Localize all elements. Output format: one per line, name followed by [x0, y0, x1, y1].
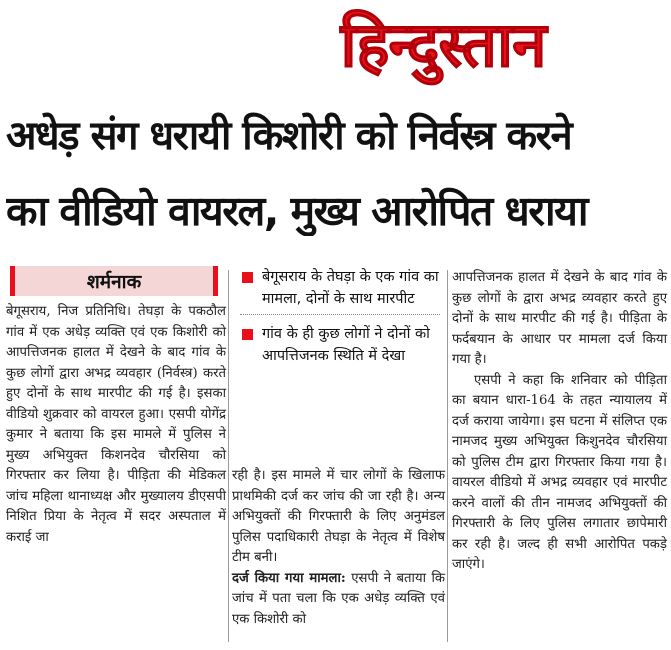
column-3-paragraph-2: एसपी ने कहा कि शनिवार को पीड़िता का बयान धारा-164 के तहत न्यायालय में दर्ज कराया जायेगा। इस घटना में संलिप्त एक नामजद मुख्य अभियुक्त किशुनदेव चौरसिया को पुलिस टीम द्वारा गिरफ्तार किया गया है। वायरल वीडियो में अभद्र व्यवहार एवं मारपीट करने वालों की तीन नामजद अभियुक्तों की गिरफ्तारी के लिए पुलिस लगातार छापेमारी कर रही है। जल्द ही सभी आरोपित पकड़े जाएंगे।	[452, 372, 667, 572]
highlight-item	[240, 323, 440, 367]
subheading-runin: दर्ज किया गया मामला:	[232, 570, 346, 586]
masthead-logo-text: हिन्दुस्तान	[340, 8, 546, 81]
headline-line-1: अधेड़ संग धरायी किशोरी को निर्वस्त्र करने	[6, 113, 572, 159]
square-bullet-icon	[242, 272, 253, 283]
highlight-text: बेगूसराय के तेघड़ा के एक गांव का मामला, दोनों के साथ मारपीट	[262, 269, 439, 307]
column-divider-1	[228, 270, 229, 642]
category-tag-label: शर्मनाक	[86, 271, 142, 293]
column-1-text: बेगूसराय, निज प्रतिनिधि। तेघड़ा के पकठौल गांव में एक अधेड़ व्यक्ति एवं एक किशोरी को आपत्तिजनक हालत में देखने के बाद गांव के कुछ लोगों द्वारा अभद्र व्यवहार (निर्वस्त्र) करते हुए दोनों के साथ मारपीट की गई है। इसका वीडियो शुक्रवार को वायरल हुआ। एसपी योगेंद्र कुमार ने बताया कि इस मामले में पुलिस ने मुख्य अभियुक्त किशनदेव चौरसिया को गिरफ्तार कर लिया है। पीड़िता की मेडिकल जांच महिला थानाध्यक्ष और मुख्यालय डीएसपी निशित प्रिया के नेतृत्व में सदर अस्पताल में कराई जा	[6, 304, 226, 545]
square-bullet-icon	[242, 329, 253, 340]
article-column-3	[452, 268, 667, 576]
column-3-paragraph: आपत्तिजनक हालत में देखने के बाद गांव के कुछ लोगों के द्वारा अभद्र व्यवहार करते हुए दोनों के साथ मारपीट की गई है। पीड़िता के फर्दबयान के आधार पर मामला दर्ज किया गया है।	[452, 270, 667, 367]
category-tag	[10, 266, 218, 296]
article-column-2	[232, 466, 445, 630]
highlight-divider	[240, 314, 440, 315]
highlights-box	[240, 266, 440, 371]
highlight-text: गांव के ही कुछ लोगों ने दोनों को आपत्तिजनक स्थिति में देखा	[262, 326, 430, 364]
column-2-paragraph-2	[232, 569, 445, 631]
column-2-paragraph: रही है। इस मामले में चार लोगों के खिलाफ प्राथमिकी दर्ज कर जांच की जा रही है। अन्य अभियुक्तों की गिरफ्तारी के लिए अनुमंडल पुलिस पदाधिकारी तेघड़ा के नेतृत्व में विशेष टीम बनी।	[232, 468, 445, 565]
highlight-item	[240, 266, 440, 310]
column-2-paragraph-text: एसपी ने बताया कि जांच में पता चला कि एक अधेड़ व्यक्ति एवं एक किशोरी को	[232, 570, 445, 627]
headline-line-2: का वीडियो वायरल, मुख्य आरोपित धराया	[6, 187, 588, 235]
column-divider-2	[447, 270, 448, 642]
article-column-1	[6, 302, 226, 548]
newspaper-masthead	[218, 2, 668, 88]
